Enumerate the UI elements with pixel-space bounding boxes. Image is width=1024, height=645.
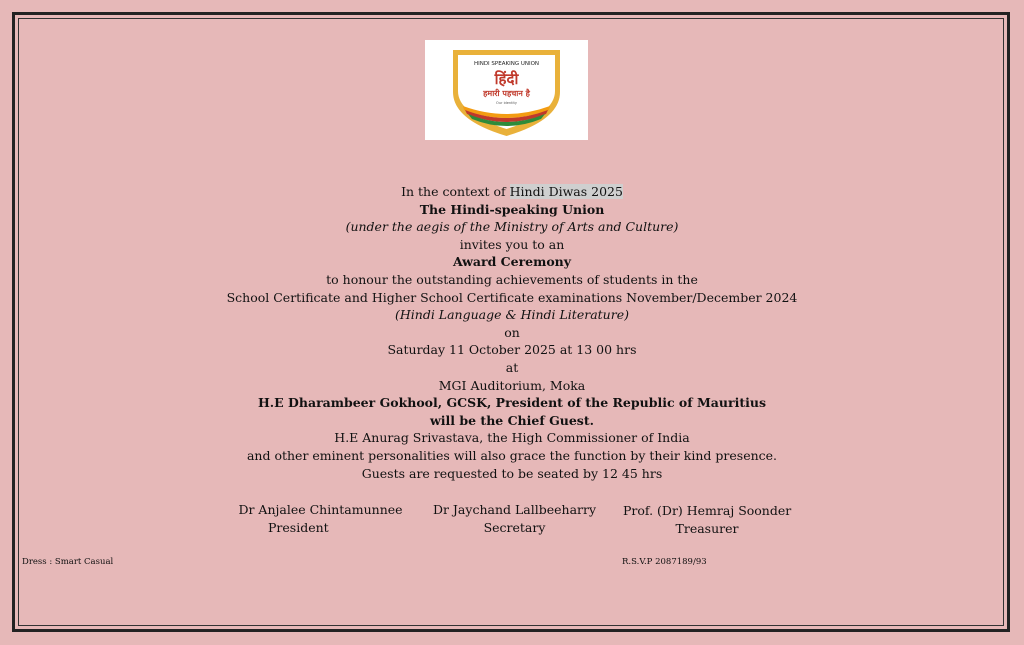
event-title: Award Ceremony	[452, 254, 572, 270]
signatory-secretary	[432, 501, 597, 537]
at-line: at	[505, 359, 519, 375]
context-highlight: Hindi Diwas 2025	[509, 184, 623, 199]
purpose-line-1: to honour the outstanding achievements of students in the	[326, 271, 698, 287]
datetime-line: Saturday 11 October 2025 at 13 00 hrs	[387, 342, 637, 358]
union-logo	[425, 40, 588, 140]
context-prefix: In the context of	[401, 184, 510, 199]
logo-hindi-title: हिंदी	[494, 70, 519, 88]
invites-line: invites you to an	[459, 236, 565, 252]
signatory-name: Prof. (Dr) Hemraj Soonder	[623, 503, 792, 518]
shield-emblem-icon	[425, 40, 588, 140]
subjects-line: (Hindi Language & Hindi Literature)	[395, 307, 629, 323]
signatory-name: Dr Anjalee Chintamunnee	[238, 502, 403, 517]
purpose-line-2: School Certificate and Higher School Certificate examinations November/December 2024	[226, 289, 798, 305]
logo-hindi-subtitle: हमारी पहचान है	[483, 89, 530, 98]
on-line: on	[504, 324, 520, 340]
logo-tagline: Our identity	[496, 101, 517, 105]
invitation-text	[0, 183, 1024, 482]
signatory-role: Secretary	[483, 520, 546, 535]
logo-top-text: HINDI SPEAKING UNION	[473, 61, 540, 67]
context-line	[0, 183, 1024, 201]
rsvp-line: R.S.V.P 2087189/93	[622, 557, 707, 567]
organization-name: The Hindi-speaking Union	[419, 201, 605, 217]
signatory-name: Dr Jaychand Lallbeeharry	[432, 502, 597, 517]
guest-line-1: H.E Anurag Srivastava, the High Commissioner of India	[334, 430, 690, 446]
aegis-line: (under the aegis of the Ministry of Arts and Culture)	[345, 219, 679, 235]
dress-code: Dress : Smart Casual	[22, 557, 114, 567]
seating-line: Guests are requested to be seated by 12 45 hrs	[361, 465, 663, 481]
signatory-role: Treasurer	[675, 521, 739, 536]
guest-line-2: and other eminent personalities will also grace the function by their kind presence.	[246, 447, 778, 463]
signatory-president	[238, 501, 403, 537]
signatory-role: President	[268, 520, 329, 535]
signatory-treasurer	[623, 502, 791, 538]
venue-line: MGI Auditorium, Moka	[438, 377, 586, 393]
chief-guest-line-2: will be the Chief Guest.	[430, 412, 594, 428]
chief-guest-line-1: H.E Dharambeer Gokhool, GCSK, President of the Republic of Mauritius	[258, 395, 766, 411]
